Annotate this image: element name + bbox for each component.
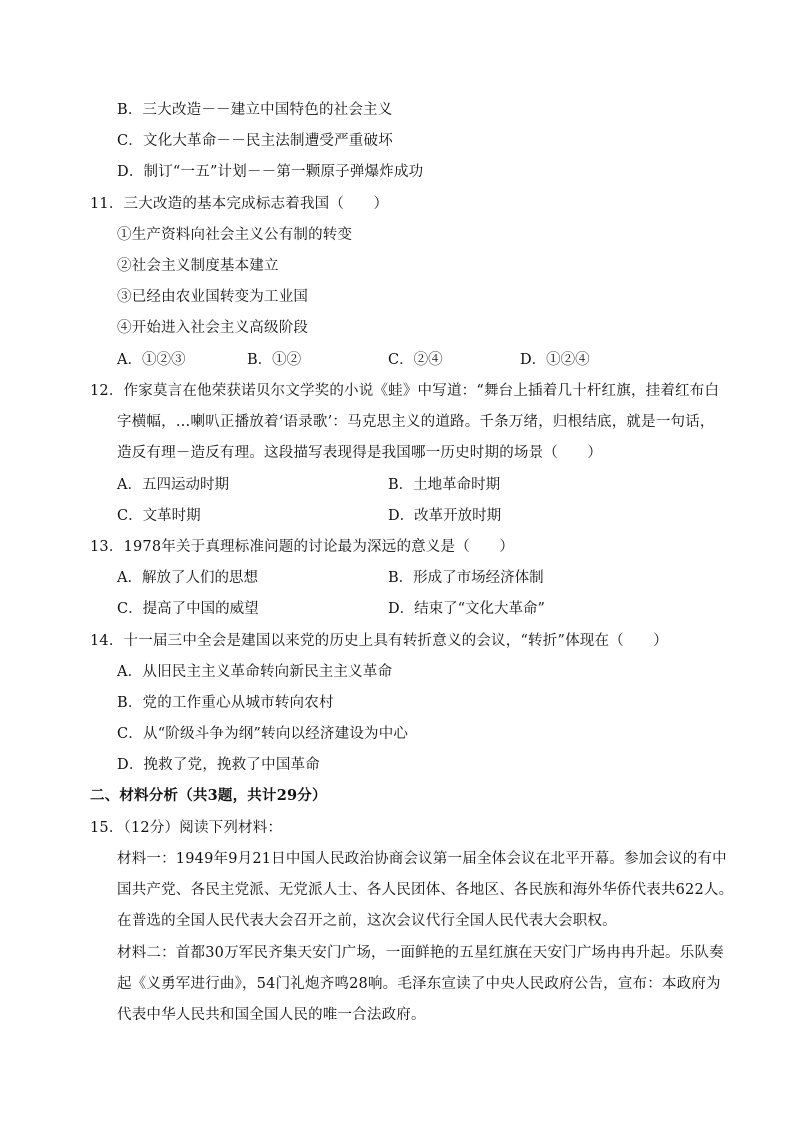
q11-item-2: ②社会主义制度基本建立: [117, 258, 279, 274]
q12-stem-line-1: 12．作家莫言在他荣获诺贝尔文学奖的小说《蛙》中写道：“舞台上插着几十杆红旗，挂着红布白: [90, 383, 720, 399]
q10-option-c: C．文化大革命－－民主法制遭受严重破坏: [117, 133, 393, 149]
q15-material-2-line-1: 材料二：首都30万军民齐集天安门广场，一面鲜艳的五星红旗在天安门广场冉冉升起。乐队奏: [117, 945, 724, 961]
q10-option-b: B．三大改造－－建立中国特色的社会主义: [117, 102, 393, 118]
q11-option-c: C．②④: [388, 352, 443, 368]
q15-material-2-line-2: 起《义勇军进行曲》，54门礼炮齐鸣28响。毛泽东宣读了中央人民政府公告，宣布：本政府为: [117, 976, 721, 992]
q14-option-c: C．从“阶级斗争为纲”转向以经济建设为中心: [117, 726, 409, 742]
q12-option-d: D．改革开放时期: [388, 508, 502, 524]
q15-material-2-line-3: 代表中华人民共和国全国人民的唯一合法政府。: [117, 1007, 426, 1023]
q13-option-d: D．结束了“文化大革命”: [388, 601, 545, 617]
q11-option-d: D．①②④: [520, 352, 590, 368]
q15-stem: 15．（12分）阅读下列材料：: [90, 820, 283, 836]
section-2-title: 二、材料分析（共3题，共计29分）: [90, 787, 327, 804]
q12-option-a: A．五四运动时期: [117, 477, 229, 493]
q14-option-b: B．党的工作重心从城市转向农村: [117, 695, 334, 711]
q15-material-1-line-2: 国共产党、各民主党派、无党派人士、各人民团体、各地区、各民族和海外华侨代表共622人。: [117, 882, 734, 898]
q11-item-3: ③已经由农业国转变为工业国: [117, 289, 309, 305]
q15-material-1-line-3: 在普选的全国人民代表大会召开之前，这次会议代行全国人民代表大会职权。: [117, 913, 617, 929]
q14-option-d: D．挽救了党，挽救了中国革命: [117, 757, 320, 773]
q11-stem: 11．三大改造的基本完成标志着我国（ ）: [90, 196, 389, 212]
q13-option-b: B．形成了市场经济体制: [388, 570, 544, 586]
q15-material-1-line-1: 材料一：1949年9月21日中国人民政治协商会议第一届全体会议在北平开幕。参加会议的有中: [117, 851, 727, 867]
q11-item-4: ④开始进入社会主义高级阶段: [117, 320, 309, 336]
q14-stem: 14．十一届三中全会是建国以来党的历史上具有转折意义的会议，“转折”体现在（ ）: [90, 633, 668, 649]
q12-stem-line-3: 造反有理－造反有理。这段描写表现得是我国哪一历史时期的场景（ ）: [117, 445, 603, 461]
q12-stem-line-2: 字横幅，…喇叭正播放着‘语录歌’：马克思主义的道路。千条万绪，归根结底，就是一句话，: [117, 414, 715, 430]
q13-option-c: C．提高了中国的威望: [117, 601, 259, 617]
q14-option-a: A．从旧民主主义革命转向新民主主义革命: [117, 664, 393, 680]
q11-item-1: ①生产资料向社会主义公有制的转变: [117, 227, 353, 243]
q12-option-c: C．文革时期: [117, 508, 201, 524]
q13-option-a: A．解放了人们的思想: [117, 570, 258, 586]
q11-option-b: B．①②: [247, 352, 302, 368]
q12-option-b: B．土地革命时期: [388, 477, 501, 493]
q11-option-a: A．①②③: [117, 352, 186, 368]
q13-stem: 13．1978年关于真理标准问题的讨论最为深远的意义是（ ）: [90, 539, 515, 555]
q10-option-d: D．制订“一五”计划－－第一颗原子弹爆炸成功: [117, 164, 424, 180]
